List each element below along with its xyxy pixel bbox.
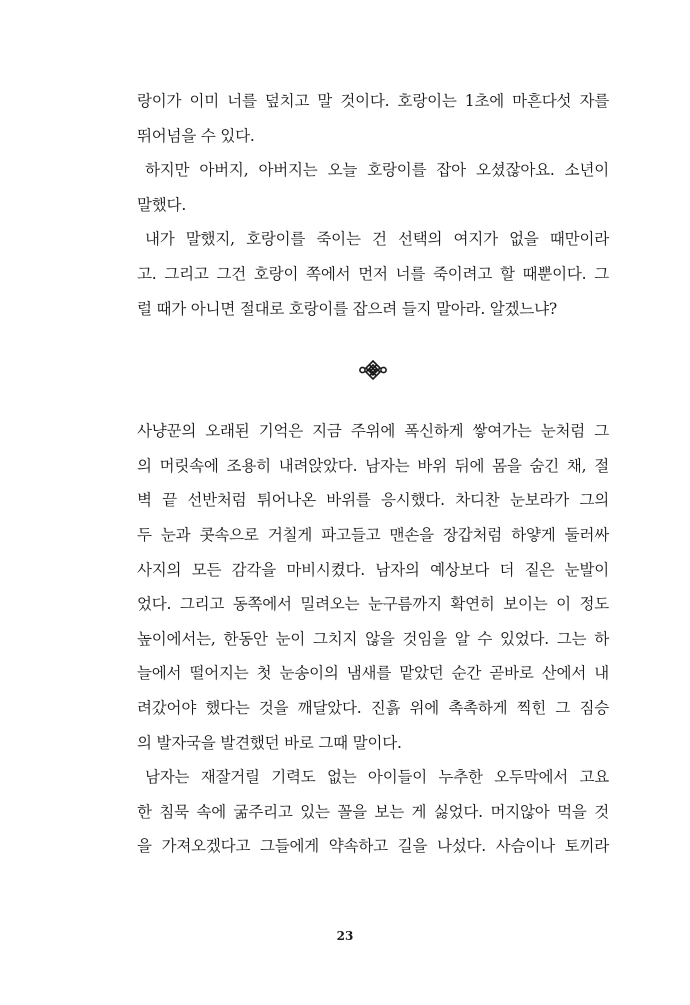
text-line: 뛰어넘을 수 있다. [137, 126, 255, 145]
endless-knot-icon [358, 359, 388, 381]
text-line: 한 침묵 속에 굶주리고 있는 꼴을 보는 게 싫었다. 머지않아 먹을 것 [137, 802, 609, 821]
page-number: 23 [336, 929, 354, 943]
text-line: 사지의 모든 감각을 마비시켰다. 남자의 예상보다 더 짙은 눈발이 [137, 560, 609, 579]
text-line: 남자는 재잘거릴 기력도 없는 아이들이 누추한 오두막에서 고요 [145, 768, 609, 787]
text-line: 었다. 그리고 동쪽에서 밀려오는 눈구름까지 확연히 보이는 이 정도 [137, 595, 609, 614]
paragraph [137, 414, 609, 760]
text-line: 의 발자국을 발견했던 바로 그때 말이다. [137, 733, 402, 752]
text-line: 려갔어야 했다는 것을 깨달았다. 진흙 위에 촉촉하게 찍힌 그 짐승 [137, 698, 609, 717]
text-line: 내가 말했지, 호랑이를 죽이는 건 선택의 여지가 없을 때만이라 [145, 230, 609, 249]
text-line: 늘에서 떨어지는 첫 눈송이의 냄새를 맡았던 순간 곧바로 산에서 내 [137, 664, 609, 683]
page-body [137, 84, 609, 864]
text-line: 럴 때가 아니면 절대로 호랑이를 잡으려 들지 말아라. 알겠느냐? [137, 299, 557, 318]
paragraph [137, 760, 609, 864]
paragraph [137, 222, 609, 326]
text-line: 을 가져오겠다고 그들에게 약속하고 길을 나섰다. 사슴이나 토끼라 [137, 837, 609, 856]
text-line: 의 머릿속에 조용히 내려앉았다. 남자는 바위 뒤에 몸을 숨긴 채, 절 [137, 456, 609, 475]
text-line: 높이에서는, 한동안 눈이 그치지 않을 것임을 알 수 있었다. 그는 하 [137, 629, 609, 648]
text-line: 말했다. [137, 195, 187, 214]
text-line: 랑이가 이미 너를 덮치고 말 것이다. 호랑이는 1초에 마흔다섯 자를 [137, 92, 609, 110]
text-line: 고. 그리고 그건 호랑이 쪽에서 먼저 너를 죽이려고 할 때뿐이다. 그 [137, 264, 609, 283]
paragraph [137, 84, 609, 153]
paragraph [137, 153, 609, 222]
text-line: 사냥꾼의 오래된 기억은 지금 주위에 폭신하게 쌓여가는 눈처럼 그 [137, 422, 609, 441]
section-divider [137, 326, 609, 414]
text-line: 하지만 아버지, 아버지는 오늘 호랑이를 잡아 오셨잖아요. 소년이 [145, 161, 609, 180]
text-line: 두 눈과 콧속으로 거칠게 파고들고 맨손을 장갑처럼 하얗게 둘러싸 [137, 525, 609, 544]
text-line: 벽 끝 선반처럼 튀어나온 바위를 응시했다. 차디찬 눈보라가 그의 [137, 491, 609, 510]
